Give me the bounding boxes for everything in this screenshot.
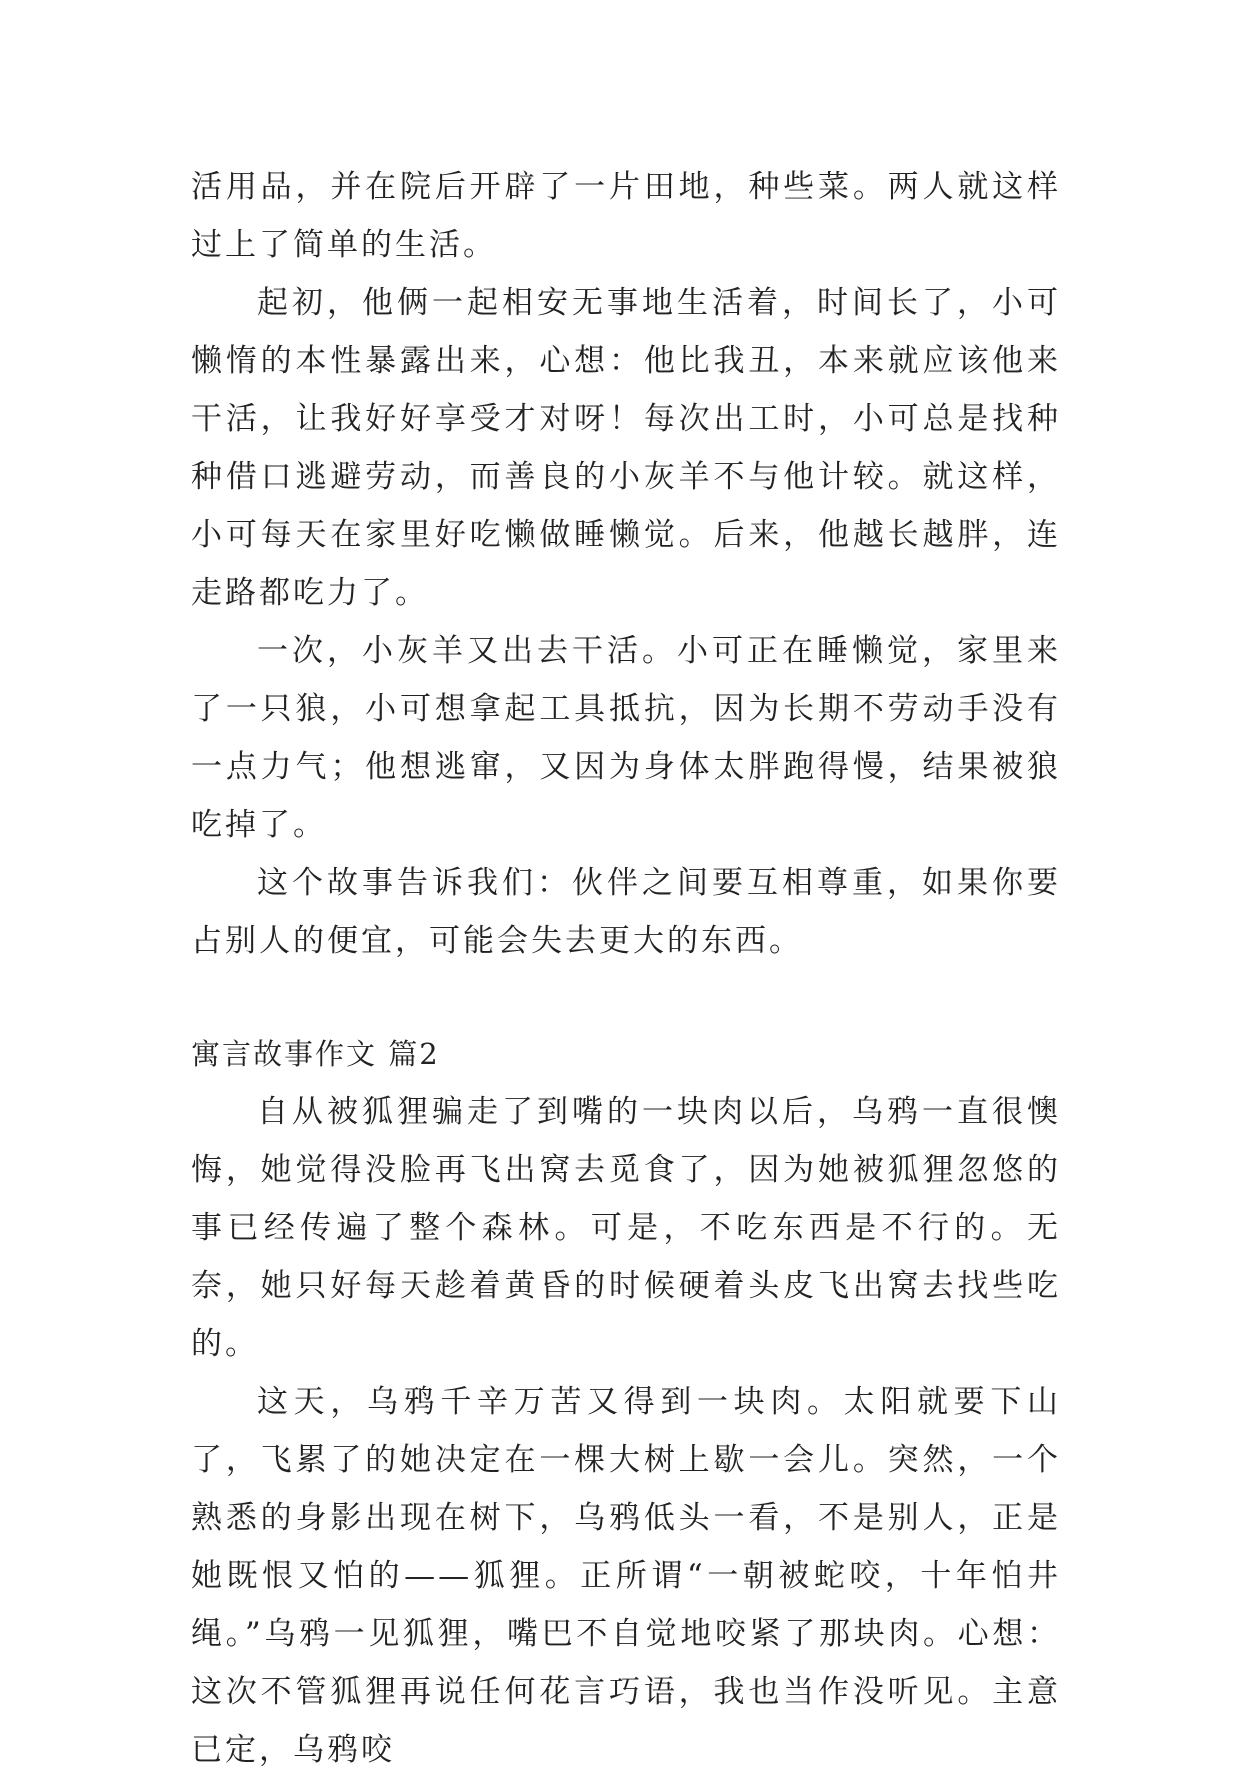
document-body <box>191 158 1061 1779</box>
paragraph: 这个故事告诉我们：伙伴之间要互相尊重，如果你要占别人的便宜，可能会失去更大的东西。 <box>191 865 1061 959</box>
paragraph: 自从被狐狸骗走了到嘴的一块肉以后，乌鸦一直很懊悔，她觉得没脸再飞出窝去觅食了，因为她被狐狸忽悠的事已经传遍了整个森林。可是，不吃东西是不行的。无奈，她只好每天趁着黄昏的时候硬着头皮飞出窝去找些吃的。 <box>191 1094 1061 1362</box>
paragraph: 一次，小灰羊又出去干活。小可正在睡懒觉，家里来了一只狼，小可想拿起工具抵抗，因为长期不劳动手没有一点力气；他想逃窜，又因为身体太胖跑得慢，结果被狼吃掉了。 <box>191 633 1061 843</box>
paragraph: 起初，他俩一起相安无事地生活着，时间长了，小可懒惰的本性暴露出来，心想：他比我丑，本来就应该他来干活，让我好好享受才对呀！每次出工时，小可总是找种种借口逃避劳动，而善良的小灰羊不与他计较。就这样，小可每天在家里好吃懒做睡懒觉。后来，他越长越胖，连走路都吃力了。 <box>191 285 1061 611</box>
paragraph-continued: 活用品，并在院后开辟了一片田地，种些菜。两人就这样过上了简单的生活。 <box>191 169 1061 263</box>
section-heading: 寓言故事作文 篇2 <box>191 1037 440 1071</box>
paragraph: 这天，乌鸦千辛万苦又得到一块肉。太阳就要下山了，飞累了的她决定在一棵大树上歇一会儿。突然，一个熟悉的身影出现在树下，乌鸦低头一看，不是别人，正是她既恨又怕的——狐狸。正所谓“一朝被蛇咬，十年怕井绳。”乌鸦一见狐狸，嘴巴不自觉地咬紧了那块肉。心想：这次不管狐狸再说任何花言巧语，我也当作没听见。主意已定，乌鸦咬 <box>191 1384 1061 1768</box>
